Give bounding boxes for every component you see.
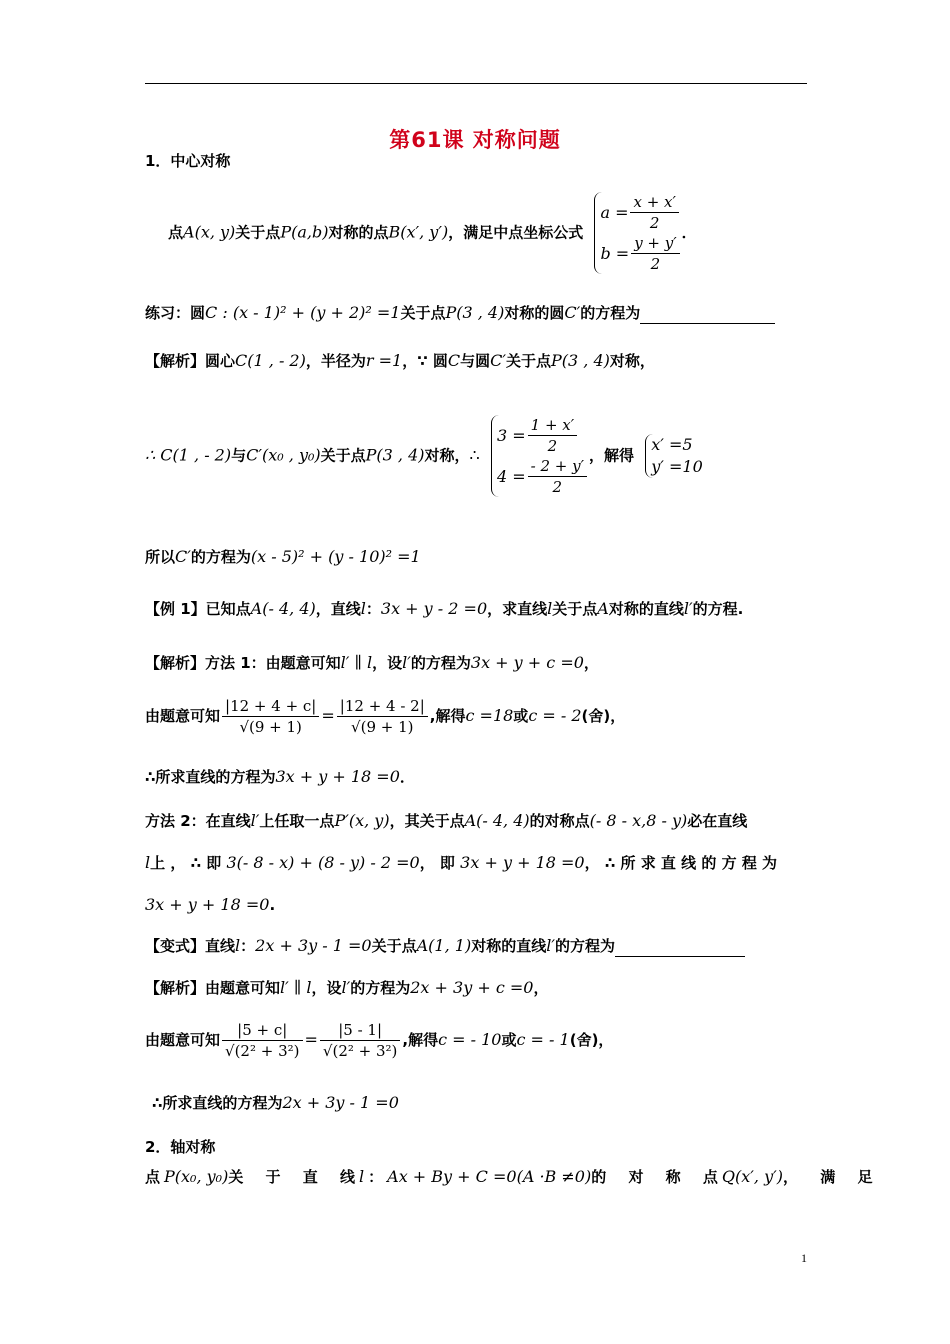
conclusion-1: ∴所求直线的方程为3x + y + 18 =0． xyxy=(145,767,415,786)
solution-method-2-cont: l上 ， ∴ 即 3(- 8 - x) + (8 - y) - 2 =0， 即 3x + y + 18 =0， ∴ 所 求 直 线 的 方 程 为 xyxy=(145,853,778,872)
solution-line-2: ∴ C(1 , - 2)与C′(x₀ , y₀)关于点P(3 , 4)对称，∴ 3 = $\frac{1 + x'}{2}$ 4 = $\frac{- 2 + y'}{2}$ ，解得 x′ =5 y′ =10 xyxy=(145,416,703,496)
solution-method-1: 【解析】方法 1：由题意可知l′ ∥ l，设l′的方程为3x + y + c =0， xyxy=(145,653,599,672)
example-1: 【例 1】已知点A(- 4, 4)，直线l：3x + y - 2 =0，求直线l关于点A对称的直线l′的方程. xyxy=(145,599,744,618)
distance-equation-1: 由题意可知 $\frac{|12 + 4 + c|}{√(9 + 1)}$ = $\frac{|12 + 4 - 2|}{√(9 + 1)}$ ,解得c =18或c = - 2(舍)， xyxy=(145,697,626,736)
distance-equation-2: 由题意可知 $\frac{|5 + c|}{\text{√(2² + 3²)}}$ = $\frac{|5 - 1|}{\text{√(2² + 3²)}}$ ,解得c = - 10或c = - 1(舍)， xyxy=(145,1021,614,1060)
solution-line-1: 【解析】圆心C(1 , - 2)，半径为r =1，∵ 圆C与圆C′关于点P(3 , 4)对称， xyxy=(145,351,655,370)
page-title: 第61课 对称问题 xyxy=(389,128,561,152)
conclusion-3: ∴所求直线的方程为2x + 3y - 1 =0 xyxy=(152,1093,399,1112)
midpoint-system: a = $\frac{x + x'}{2}$ b = $\frac{y + y'}{2}$ xyxy=(594,192,681,274)
section-heading-central: 1．中心对称 xyxy=(145,152,231,170)
solution-system: x′ =5 y′ =10 xyxy=(645,434,703,478)
conclusion-2: 3x + y + 18 =0. xyxy=(145,895,276,914)
page-number: 1 xyxy=(801,1251,807,1265)
variant-solution: 【解析】由题意可知l′ ∥ l，设l′的方程为2x + 3y + c =0， xyxy=(145,978,549,997)
solution-line-3: 所以C′的方程为(x - 5)² + (y - 10)² =1 xyxy=(145,547,421,566)
header-rule xyxy=(145,83,807,84)
section-heading-axial: 2．轴对称 xyxy=(145,1138,216,1156)
answer-blank-2 xyxy=(615,940,745,957)
equation-system: 3 = $\frac{1 + x'}{2}$ 4 = $\frac{- 2 + y'}{2}$ xyxy=(491,415,589,497)
answer-blank xyxy=(640,307,775,324)
variant-exercise: 【变式】直线l：2x + 3y - 1 =0关于点A(1, 1)对称的直线l′的方程为 xyxy=(145,935,745,957)
axial-symmetry-definition: 点P(x₀, y₀)关 于 直 线l：Ax + By + C =0(A ·B ≠0)的 对 称 点Q(x′, y′)， 满 足 xyxy=(145,1167,877,1186)
solution-method-2: 方法 2：在直线l′上任取一点P′(x, y)，其关于点A(- 4, 4)的对称点(- 8 - x,8 - y)必在直线 xyxy=(145,811,748,830)
exercise-line: 练习：圆C : (x - 1)² + (y + 2)² =1关于点P(3 , 4)对称的圆C′的方程为 xyxy=(145,302,775,324)
central-symmetry-definition: 点A(x, y)关于点P(a,b)对称的点B(x′, y′)，满足中点坐标公式 a = $\frac{x + x'}{2}$ b = $\frac{y + y'}{2}$ ． xyxy=(168,193,697,273)
